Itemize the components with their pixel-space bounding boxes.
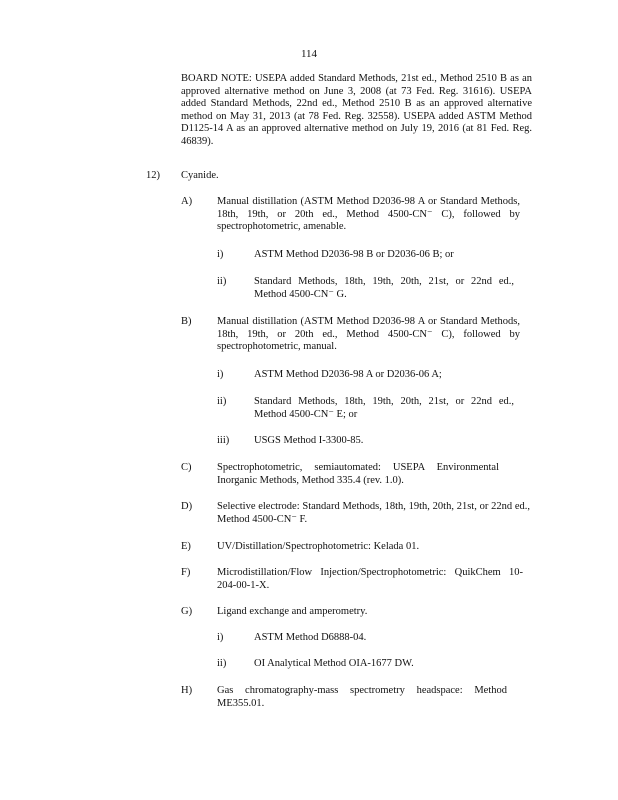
item-e-text: UV/Distillation/Spectrophotometric: Kelada 01. <box>217 541 420 552</box>
item-b-text: Manual distillation (ASTM Method D2036-98 A or Standard Methods, 18th, 19th, or 20th ed., Method 4500-CN⁻ C), followed by spectrophotometric, manual. <box>217 316 520 353</box>
item-g-text: Ligand exchange and amperometry. <box>217 606 368 617</box>
item-h-text: Gas chromatography-mass spectrometry headspace: Method ME355.01. <box>217 685 507 709</box>
item-g-ii-label: ii) <box>217 658 227 669</box>
item-a-text: Manual distillation (ASTM Method D2036-98 A or Standard Methods, 18th, 19th, or 20th ed., Method 4500-CN⁻ C), followed by spectrophotometric, amenable. <box>217 196 520 233</box>
item-c-text: Spectrophotometric, semiautomated: USEPA Environmental Inorganic Methods, Method 335.4 (rev. 1.0). <box>217 462 499 486</box>
item-c-label: C) <box>181 462 192 473</box>
item-f-label: F) <box>181 567 191 578</box>
item-12-title: Cyanide. <box>181 170 219 181</box>
page-number: 114 <box>300 48 318 60</box>
item-b-iii-label: iii) <box>217 435 230 446</box>
item-g-label: G) <box>181 606 193 617</box>
item-g-i-label: i) <box>217 632 224 643</box>
item-h-label: H) <box>181 685 193 696</box>
item-d-label: D) <box>181 501 193 512</box>
item-b-label: B) <box>181 316 192 327</box>
item-e-label: E) <box>181 541 191 552</box>
board-note: BOARD NOTE: USEPA added Standard Methods, 21st ed., Method 2510 B as an approved alternative method on June 3, 2008 (at 73 Fed. Reg. 31616). USEPA added Standard Methods, 22nd ed., Method 2510 B as an approved alternative method on May 31, 2013 (at 78 Fed. Reg. 32558). USEPA added ASTM Method D1125-14 A as an approved alternative method on July 19, 2016 (at 81 Fed. Reg. 46839). <box>181 73 532 147</box>
item-d-text: Selective electrode: Standard Methods, 18th, 19th, 20th, 21st, or 22nd ed., Method 4500-CN⁻ F. <box>217 501 530 525</box>
item-a-ii-text: Standard Methods, 18th, 19th, 20th, 21st, or 22nd ed., Method 4500-CN⁻ G. <box>254 276 514 300</box>
item-a-i-label: i) <box>217 249 224 260</box>
item-12-label: 12) <box>146 170 160 181</box>
item-b-i-text: ASTM Method D2036-98 A or D2036-06 A; <box>254 369 442 380</box>
item-b-iii-text: USGS Method I-3300-85. <box>254 435 364 446</box>
item-f-text: Microdistillation/Flow Injection/Spectrophotometric: QuikChem 10-204-00-1-X. <box>217 567 523 591</box>
item-b-i-label: i) <box>217 369 224 380</box>
item-a-label: A) <box>181 196 193 207</box>
item-b-ii-label: ii) <box>217 396 227 407</box>
item-a-ii-label: ii) <box>217 276 227 287</box>
item-a-i-text: ASTM Method D2036-98 B or D2036-06 B; or <box>254 249 454 260</box>
item-g-i-text: ASTM Method D6888-04. <box>254 632 367 643</box>
item-g-ii-text: OI Analytical Method OIA-1677 DW. <box>254 658 414 669</box>
item-b-ii-text: Standard Methods, 18th, 19th, 20th, 21st, or 22nd ed., Method 4500-CN⁻ E; or <box>254 396 514 420</box>
